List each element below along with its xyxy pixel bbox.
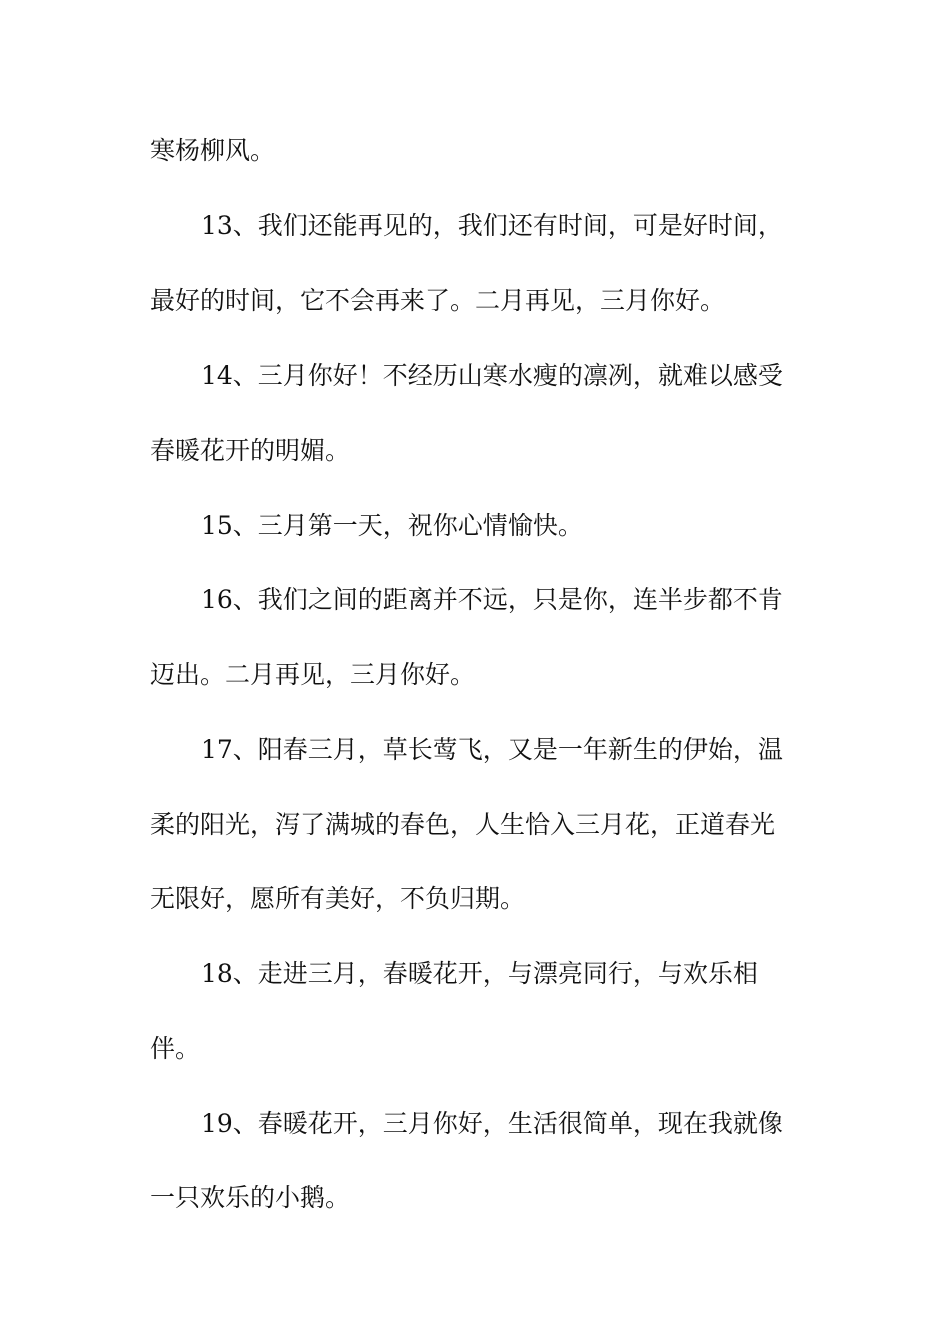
- text-line: 19、春暖花开，三月你好，生活很简单，现在我就像: [201, 1109, 783, 1138]
- text-line: 寒杨柳风。: [150, 136, 276, 165]
- text-line: 最好的时间，它不会再来了。二月再见，三月你好。: [150, 286, 726, 315]
- text-line: 14、三月你好！不经历山寒水瘦的凛冽，就难以感受: [201, 361, 783, 390]
- text-line: 17、阳春三月，草长莺飞，又是一年新生的伊始，温: [201, 735, 783, 764]
- text-line: 13、我们还能再见的，我们还有时间，可是好时间，: [201, 211, 783, 240]
- text-line: 柔的阳光，泻了满城的春色，人生恰入三月花，正道春光: [150, 810, 776, 839]
- text-line: 15、三月第一天，祝你心情愉快。: [201, 511, 583, 540]
- text-line: 一只欢乐的小鹅。: [150, 1183, 351, 1212]
- text-line: 伴。: [150, 1034, 201, 1063]
- text-line: 春暖花开的明媚。: [150, 436, 351, 465]
- text-line: 无限好，愿所有美好，不负归期。: [150, 884, 526, 913]
- text-line: 迈出。二月再见，三月你好。: [150, 660, 476, 689]
- text-line: 18、走进三月，春暖花开，与漂亮同行，与欢乐相: [201, 959, 758, 988]
- text-line: 16、我们之间的距离并不远，只是你，连半步都不肯: [201, 585, 783, 614]
